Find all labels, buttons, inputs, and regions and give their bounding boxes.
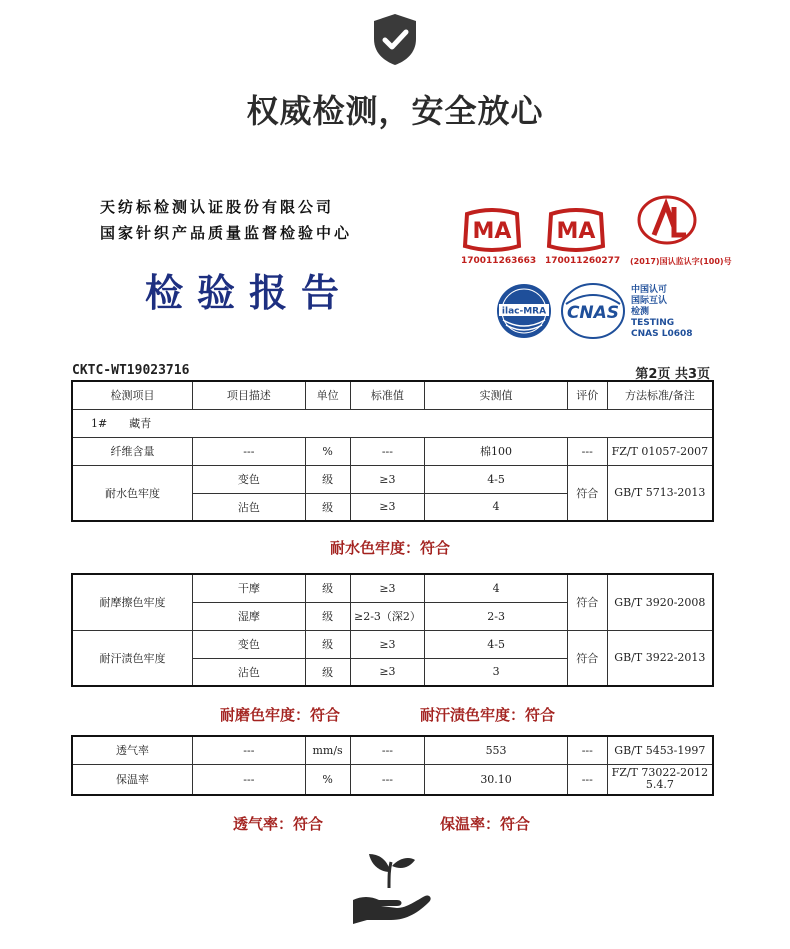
table-cell [72, 409, 713, 437]
table-cell: 符合 [567, 465, 607, 521]
hand-sprout-icon [345, 848, 435, 928]
verdict-rubbing-fastness: 耐磨色牢度：符合 [220, 706, 341, 724]
table-cell: ≥3 [350, 574, 425, 602]
table-cell: FZ/T 73022-2012 5.4.7 [607, 764, 713, 795]
page-headline: 权威检测，安全放心 [246, 92, 544, 130]
table-cell: ≥2-3（深2） [350, 602, 425, 630]
cal-logo-icon [634, 195, 700, 253]
table-cell: 耐摩擦色牢度 [72, 574, 193, 630]
table-cell: --- [193, 736, 306, 764]
sample-color: 藏青 [129, 417, 152, 430]
test-results-table-1 [71, 380, 714, 522]
table-cell: 4 [425, 574, 567, 602]
table-cell: --- [193, 764, 306, 795]
verdict-perspiration-fastness: 耐汗渍色牢度：符合 [420, 706, 556, 724]
table-cell: 项目描述 [193, 381, 306, 409]
table-cell: 4-5 [425, 465, 568, 493]
table-cell: 单位 [305, 381, 350, 409]
table-cell: 级 [305, 465, 350, 493]
sample-row [72, 409, 713, 437]
cnas-logo-icon [560, 282, 626, 340]
table-cell: GB/T 5453-1997 [607, 736, 713, 764]
table-cell: 沾色 [193, 658, 306, 686]
table-cell: 2-3 [425, 602, 567, 630]
table-cell: 方法标准/备注 [607, 381, 713, 409]
org-name-2: 国家针织产品质量监督检验中心 [100, 224, 353, 242]
ilac-logo-text: ilac-MRA [501, 306, 547, 317]
cal-number: (2017)国认监认字(100)号 [630, 257, 732, 266]
table-cell: 棉100 [425, 437, 568, 465]
table-cell: FZ/T 01057-2007 [607, 437, 713, 465]
cma-logo-text: MA [472, 219, 512, 244]
table-cell: 级 [305, 630, 350, 658]
cma-number-1: 170011263663 [461, 256, 537, 266]
cma-logo-icon [543, 208, 609, 252]
table-cell: 级 [305, 574, 350, 602]
test-results-table-3 [71, 735, 714, 796]
table-row [72, 437, 713, 465]
table-cell: 变色 [193, 465, 306, 493]
table-cell: 干摩 [193, 574, 306, 602]
table-cell: ≥3 [350, 465, 425, 493]
table-cell: 保温率 [72, 764, 193, 795]
table-cell: 符合 [567, 630, 607, 686]
page-number: 第2页 共3页 [635, 367, 710, 382]
table-cell: 3 [425, 658, 567, 686]
table-cell: 标准值 [350, 381, 425, 409]
table-cell: --- [350, 736, 425, 764]
table-row [72, 574, 713, 602]
table-cell: % [305, 437, 350, 465]
table-cell: 符合 [567, 574, 607, 630]
table-cell: 变色 [193, 630, 306, 658]
ilac-mra-logo-icon [495, 282, 553, 340]
table-cell: mm/s [305, 736, 350, 764]
cma-logo-icon [459, 208, 525, 252]
cma-number-2: 170011260277 [545, 256, 621, 266]
table-cell: 553 [425, 736, 568, 764]
test-results-table-2 [71, 573, 714, 687]
table-cell: 实测值 [425, 381, 568, 409]
table-cell: ≥3 [350, 658, 425, 686]
table-row [72, 764, 713, 795]
verdict-heat-retention: 保温率：符合 [440, 815, 531, 833]
table-row [72, 630, 713, 658]
table-cell: --- [567, 764, 607, 795]
table-cell: --- [567, 736, 607, 764]
table-cell: --- [567, 437, 607, 465]
table-cell: --- [193, 437, 306, 465]
table-cell: 纤维含量 [72, 437, 193, 465]
table-cell: GB/T 5713-2013 [607, 465, 713, 521]
table-cell: 耐水色牢度 [72, 465, 193, 521]
org-name-1: 天纺标检测认证股份有限公司 [100, 198, 335, 216]
table-cell: 评价 [567, 381, 607, 409]
table-row [72, 736, 713, 764]
table-cell: ≥3 [350, 493, 425, 521]
verdict-water-fastness: 耐水色牢度：符合 [330, 539, 451, 557]
cma-logo-text: MA [556, 219, 596, 244]
sample-id: 1# [91, 417, 108, 430]
table-cell: --- [350, 764, 425, 795]
table-cell: 耐汗渍色牢度 [72, 630, 193, 686]
cnas-logo-text: CNAS [566, 303, 620, 323]
table-cell: 检测项目 [72, 381, 193, 409]
table-cell: 4 [425, 493, 568, 521]
table-cell: --- [350, 437, 425, 465]
report-title: 检验报告 [145, 270, 354, 315]
table-cell: 湿摩 [193, 602, 306, 630]
table-cell: GB/T 3920-2008 [607, 574, 713, 630]
table-cell: % [305, 764, 350, 795]
shield-check-icon [370, 12, 420, 67]
table-cell: GB/T 3922-2013 [607, 630, 713, 686]
table-cell: 透气率 [72, 736, 193, 764]
table-cell: 级 [305, 493, 350, 521]
table-row [72, 465, 713, 493]
report-number: CKTC-WT19023716 [72, 363, 190, 378]
table-cell: 沾色 [193, 493, 306, 521]
table-cell: 级 [305, 602, 350, 630]
verdict-air-permeability: 透气率：符合 [233, 815, 324, 833]
table-header-row [72, 381, 713, 409]
table-cell: 4-5 [425, 630, 567, 658]
table-cell: ≥3 [350, 630, 425, 658]
cnas-caption: 中国认可 国际互认 检测 TESTING CNAS L0608 [631, 285, 693, 339]
table-cell: 级 [305, 658, 350, 686]
table-cell: 30.10 [425, 764, 568, 795]
